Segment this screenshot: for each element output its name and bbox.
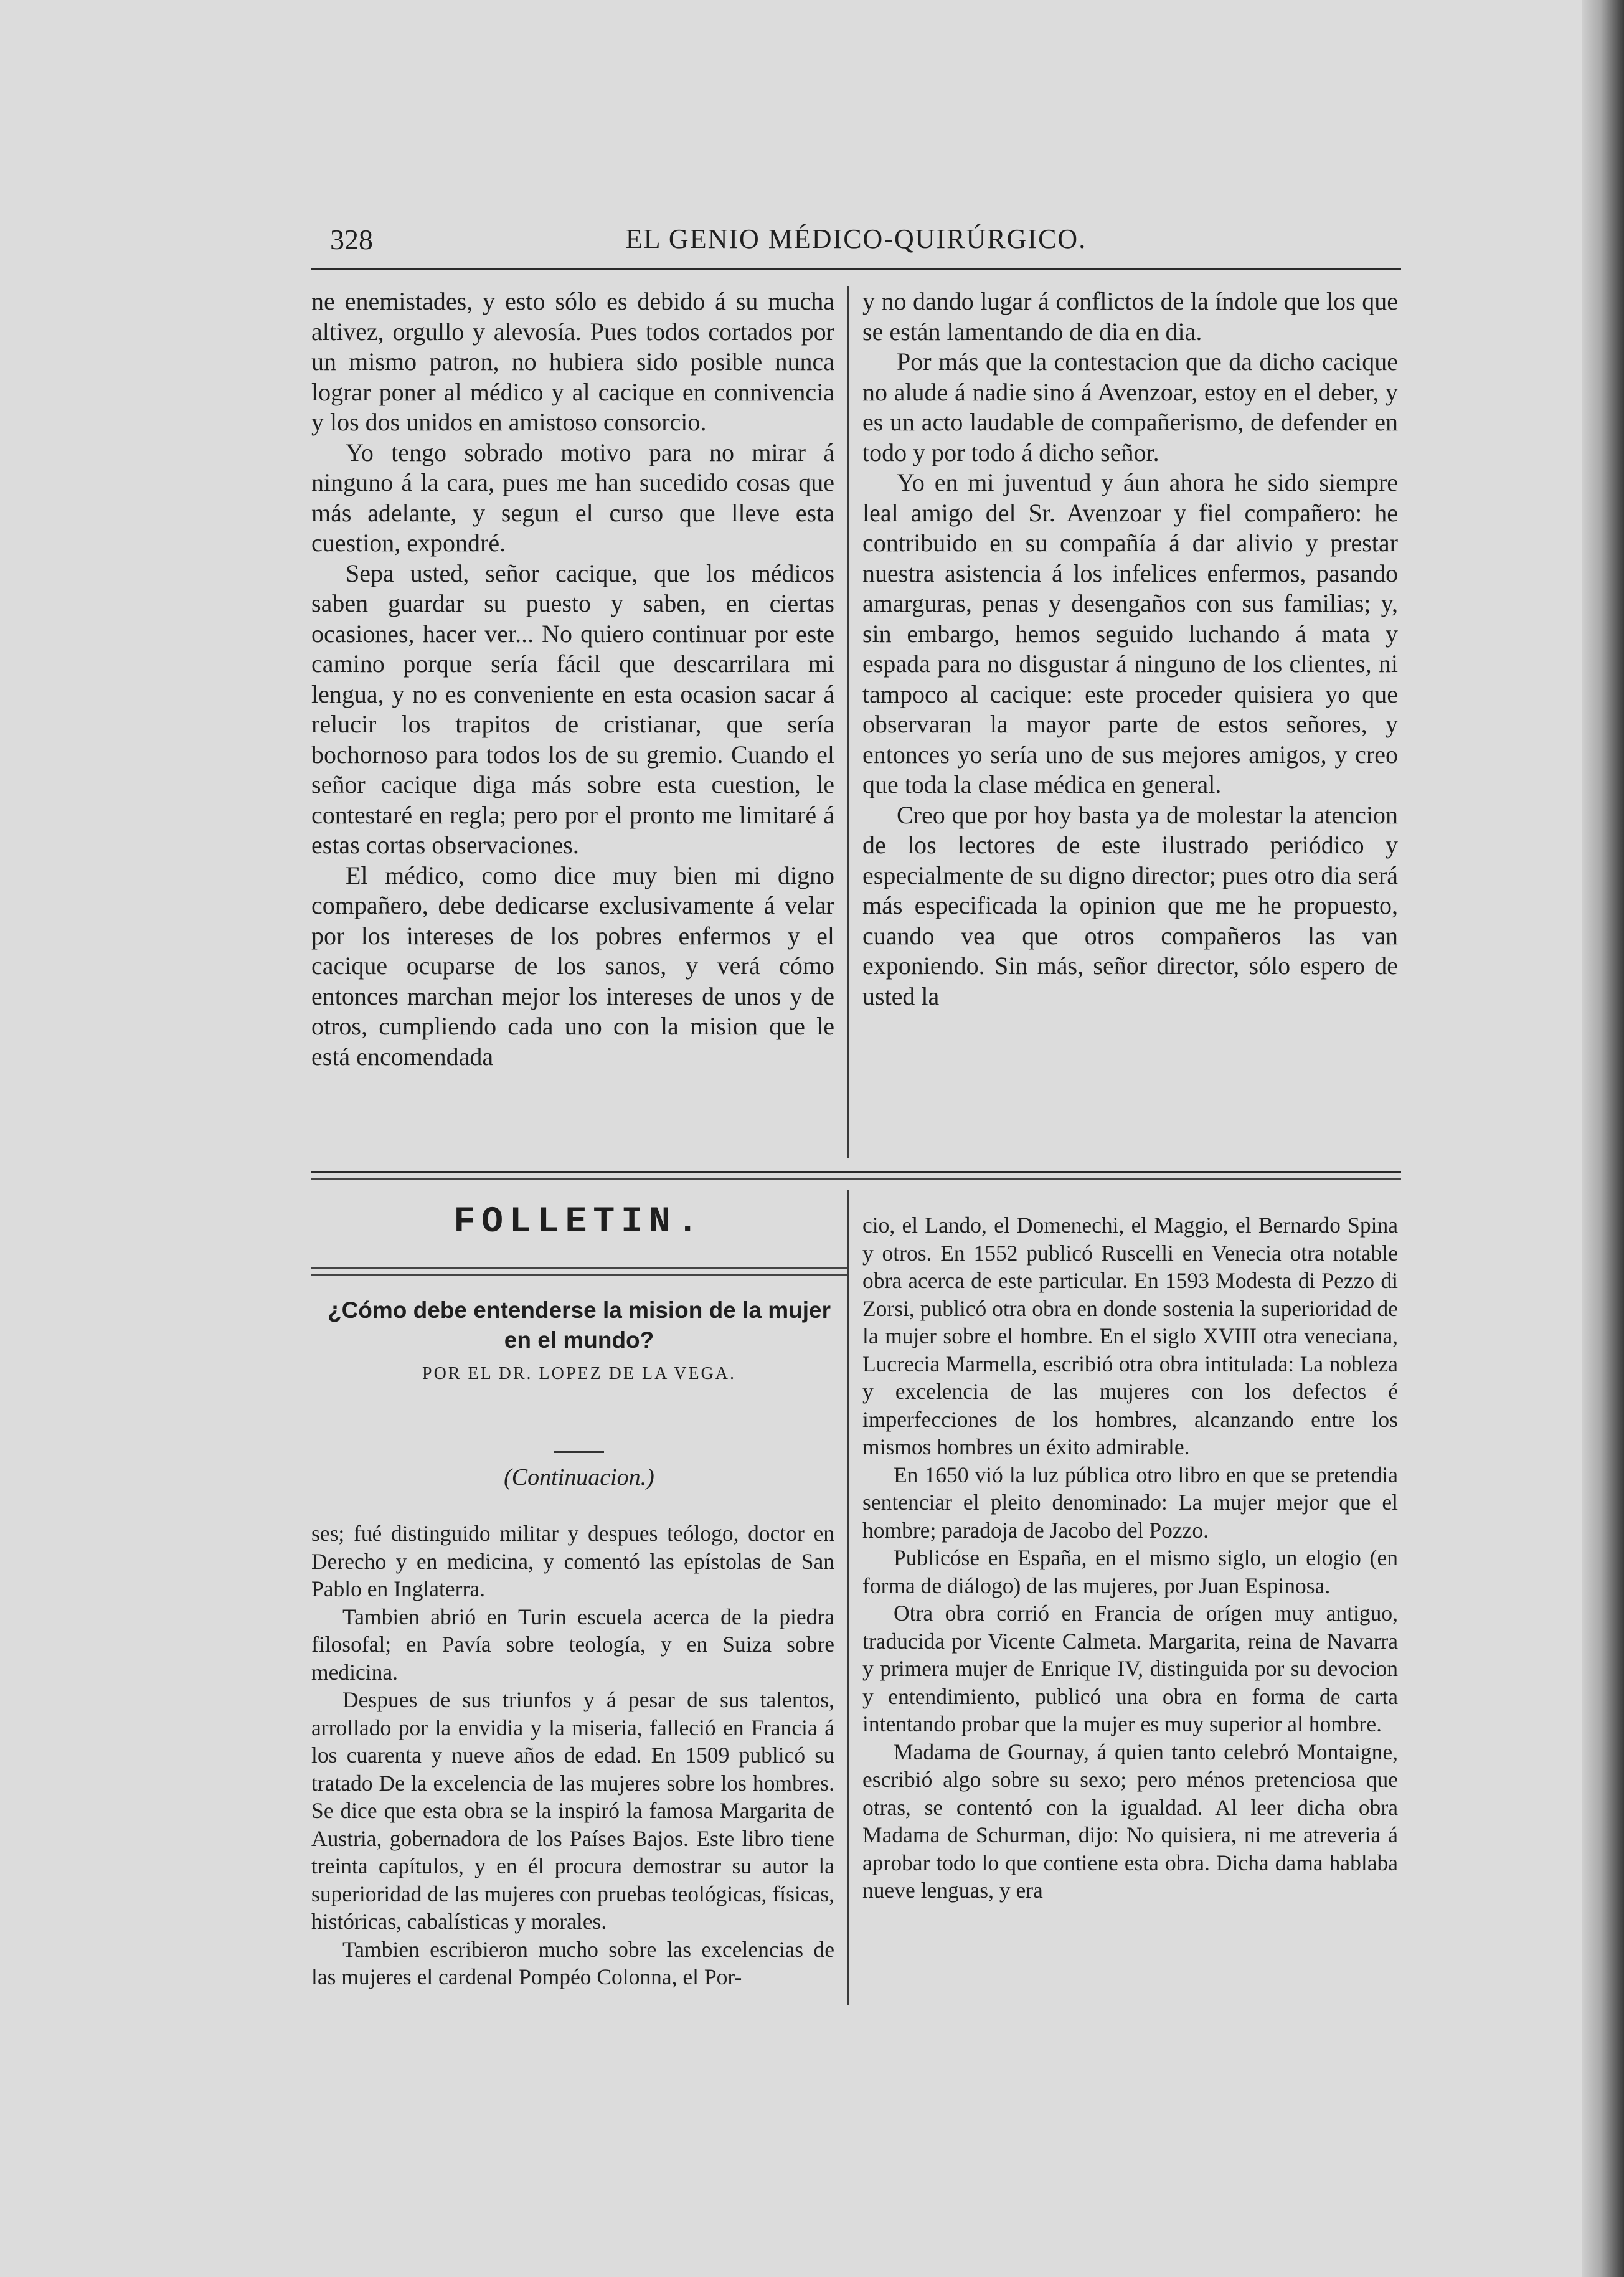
paragraph: En 1650 vió la luz pública otro libro en que se pretendia sentenciar el pleito denominado: La mujer mejor que el hombre; paradoja de Jacobo del Pozzo. (862, 1462, 1398, 1543)
paragraph: Creo que por hoy basta ya de molestar la atencion de los lectores de este ilustrado periódico y especialmente de su digno director; pues otro dia será más especificada la opinion que me he propuesto, cuando vea que otros compañeros las van exponiendo. Sin más, señor director, sólo espero de usted la (862, 800, 1398, 1010)
paragraph: ses; fué distinguido militar y despues teólogo, doctor en Derecho y en medicina, y comentó las epístolas de San Pablo en Inglaterra. (311, 1521, 834, 1601)
page-header (311, 218, 1401, 270)
book-page-edge (1582, 0, 1624, 2277)
folletin-left-column (311, 1520, 834, 1991)
paragraph: Por más que la contestacion que da dicho cacique no alude á nadie sino á Avenzoar, estoy en el deber, y es un acto laudable de compañerismo, de defender en todo y por todo á dicho señor. (862, 348, 1398, 466)
article-author: POR EL DR. LOPEZ DE LA VEGA. (422, 1364, 736, 1383)
running-head: EL GENIO MÉDICO-QUIRÚRGICO. (625, 224, 1087, 254)
paragraph: Yo tengo sobrado motivo para no mirar á ninguno á la cara, pues me han sucedido cosas que más adelante, y segun el curso que lleve esta cuestion, expondré. (311, 438, 834, 557)
column-divider (847, 1190, 849, 2005)
page-number: 328 (330, 224, 373, 255)
paragraph: Despues de sus triunfos y á pesar de sus talentos, arrollado por la envidia y la miseria, falleció en Francia á los cuarenta y nueve años de edad. En 1509 publicó su tratado De la excelencia de las mujeres sobre los hombres. Se dice que esta obra se la inspiró la famosa Margarita de Austria, gobernadora de los Países Bajos. Este libro tiene treinta capítulos, y en él procura demostrar su autor la superioridad de las mujeres con pruebas teológicas, físicas, históricas, cabalísticas y morales. (311, 1687, 834, 1934)
short-rule (554, 1451, 604, 1453)
section-separator (311, 1178, 1401, 1180)
title-rule (311, 1267, 847, 1269)
section-separator (311, 1171, 1401, 1173)
folletin-title: FOLLETIN. (453, 1202, 705, 1243)
paragraph: Yo en mi juventud y áun ahora he sido siempre leal amigo del Sr. Avenzoar y fiel compañero: he contribuido en su compañía á dar alivio y prestar nuestra asistencia á los infelices enfermos, pasando amarguras, penas y desengaños con sus familias; y, sin embargo, hemos seguido luchando á mata y espada para no disgustar á ninguno de los clientes, ni tampoco al cacique: este proceder quisiera yo que observaran la mayor parte de estos señores, y entonces yo sería uno de sus mejores amigos, y creo que toda la clase médica en general. (862, 468, 1398, 798)
paragraph: Madama de Gournay, á quien tanto celebró Montaigne, escribió algo sobre su sexo; pero ménos pretenciosa que otras, se contentó con la igualdad. Al leer dicha obra Madama de Schurman, dijo: No quisiera, ni me atreveria á aprobar todo lo que contiene esta obra. Dicha dama hablaba nueve lenguas, y era (862, 1739, 1398, 1903)
continuation-label: (Continuacion.) (504, 1464, 654, 1490)
paragraph: Tambien escribieron mucho sobre las excelencias de las mujeres el cardenal Pompéo Colonna, el Por- (311, 1936, 834, 1989)
paragraph: Sepa usted, señor cacique, que los médicos saben guardar su puesto y saben, en ciertas ocasiones, hacer ver... No quiero continuar por este camino porque sería fácil que descarrilara mi lengua, y no es conveniente en esta ocasion sacar á relucir los trapitos de cristianar, que sería bochornoso para todos los de su gremio. Cuando el señor cacique diga más sobre esta cuestion, le contestaré en regla; pero por el pronto me limitaré á estas cortas observaciones. (311, 559, 834, 859)
paragraph: ne enemistades, y esto sólo es debido á su mucha altivez, orgullo y alevosía. Pues todos cortados por un mismo patron, no hubiera sido posible nunca lograr poner al médico y al cacique en connivencia y los dos unidos en amistoso consorcio. (311, 287, 834, 436)
paragraph: El médico, como dice muy bien mi digno compañero, debe dedicarse exclusivamente á velar por los intereses de los pobres enfermos y el cacique ocuparse de los sanos, y verá cómo entonces marchan mejor los intereses de unos y de otros, cumpliendo cada uno con la mision que le está encomendada (311, 861, 834, 1071)
letter-left-column (311, 286, 834, 1072)
article-title: ¿Cómo debe entenderse la mision de la mujer en el mundo? (327, 1297, 831, 1353)
paragraph: cio, el Lando, el Domenechi, el Maggio, el Bernardo Spina y otros. En 1552 publicó Ruscelli en Venecia otra notable obra acerca de este particular. En 1593 Modesta di Pezzo di Zorsi, publicó otra obra en donde sostenia la superioridad de la mujer sobre el hombre. En el siglo XVIII otra veneciana, Lucrecia Marmella, escribió otra obra intitulada: La nobleza y excelencia de las mujeres con los defectos é imperfecciones de los hombres, alcanzando entre los mismos hombres un éxito admirable. (862, 1213, 1398, 1459)
title-rule (311, 1274, 847, 1276)
letter-right-column (862, 286, 1398, 1011)
paragraph: y no dando lugar á conflictos de la índole que los que se están lamentando de dia en dia. (862, 287, 1398, 346)
paragraph: Tambien abrió en Turin escuela acerca de la piedra filosofal; en Pavía sobre teología, y en Suiza sobre medicina. (311, 1604, 834, 1685)
folletin-right-column (862, 1211, 1398, 1905)
paragraph: Otra obra corrió en Francia de orígen muy antiguo, traducida por Vicente Calmeta. Margarita, reina de Navarra y primera mujer de Enrique IV, distinguida por su devocion y entendimiento, publicó una obra en forma de carta intentando probar que la mujer es muy superior al hombre. (862, 1601, 1398, 1736)
column-divider (847, 286, 849, 1158)
paragraph: Publicóse en España, en el mismo siglo, un elogio (en forma de diálogo) de las mujeres, por Juan Espinosa. (862, 1545, 1398, 1598)
